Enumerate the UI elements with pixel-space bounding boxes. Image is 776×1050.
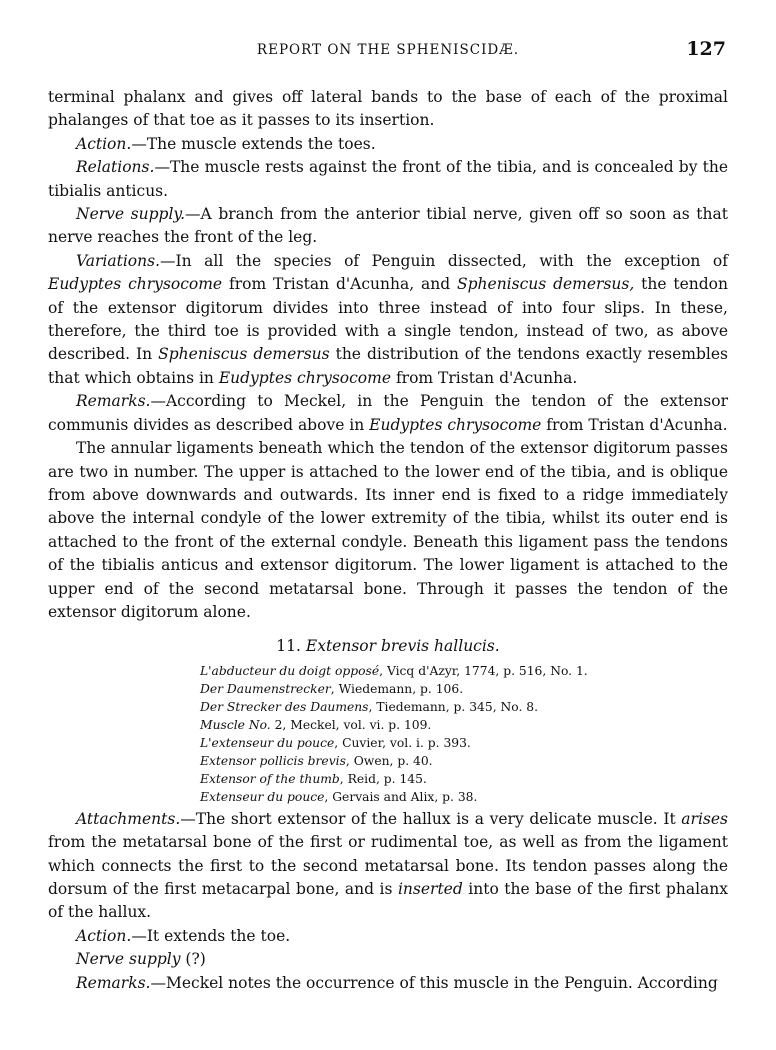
text-run: the distribution of the tendons exactly resembles that which obtains in	[48, 345, 728, 387]
italic-run: Relations.	[76, 158, 155, 177]
italic-run: Spheniscus demersus,	[457, 275, 635, 294]
italic-run: Variations.	[76, 251, 161, 270]
section-number: 11.	[276, 637, 301, 656]
text-run: into the base of the first phalanx of the hallux.	[48, 879, 728, 922]
italic-run: Remarks.	[76, 392, 151, 411]
reference-name: Extenseur du pouce	[200, 789, 325, 804]
paragraph	[48, 925, 728, 948]
body-text	[48, 86, 728, 995]
text-run: —The muscle extends the toes.	[131, 134, 376, 153]
italic-run: Eudyptes chrysocome	[369, 415, 542, 434]
text-run: from the metatarsal bone of the first or rudimental toe, as well as from the ligament which connects the first to the second metatarsal bone. Its tendon passes along the dorsum of the first metacarpal bone, and is	[48, 833, 728, 898]
paragraphs-before	[48, 86, 728, 624]
page	[48, 0, 728, 1050]
reference-citation: , Tiedemann, p. 345, No. 8.	[368, 699, 539, 714]
text-run: from Tristan d'Acunha, and	[222, 275, 457, 294]
italic-run: Eudyptes chrysocome	[218, 368, 392, 387]
reference-name: Der Strecker des Daumens	[200, 699, 369, 714]
paragraph	[48, 86, 728, 133]
section-title: Extensor brevis hallucis.	[305, 637, 500, 656]
reference-citation: , Reid, p. 145.	[339, 771, 427, 786]
italic-run: Nerve supply	[76, 950, 181, 969]
reference-citation: , Wiedemann, p. 106.	[330, 681, 464, 696]
italic-run: Action.	[76, 134, 132, 153]
paragraph	[48, 437, 728, 624]
page-header	[48, 38, 728, 68]
text-run: terminal phalanx and gives off lateral bands to the base of each of the proximal phalanges of that toe as it passes to its insertion.	[48, 88, 728, 130]
text-run: —According to Meckel, in the Penguin the tendon of the extensor communis divides as described above in	[48, 392, 728, 434]
text-run: (?)	[180, 950, 206, 969]
italic-run: arises	[681, 809, 728, 828]
running-head: REPORT ON THE SPHENISCIDÆ.	[256, 42, 520, 58]
paragraph	[48, 203, 728, 250]
text-run: from Tristan d'Acunha.	[391, 368, 578, 387]
reference-citation: , Cuvier, vol. i. p. 393.	[334, 735, 471, 750]
text-run: the tendon of the extensor digitorum divides into three instead of into four slips. In these, therefore, the third toe is provided with a single tendon, instead of two, as above described. In	[48, 275, 728, 364]
reference-entry	[200, 752, 728, 770]
text-run: The annular ligaments beneath which the tendon of the extensor digitorum passes are two in number. The upper is attached to the lower end of the tibia, and is oblique from above downwards and outwards. Its inner end is fixed to a ridge immediately above the internal condyle of the lower extremity of the tibia, whilst its outer end is attached to the front of the external condyle. Beneath this ligament pass the tendons of the tibialis anticus and extensor digitorum. The lower ligament is attached to the upper end of the second metatarsal bone. Through it passes the tendon of the extensor digitorum alone.	[48, 439, 728, 621]
reference-entry	[200, 788, 728, 806]
text-run: —The muscle rests against the front of the tibia, and is concealed by the tibialis anticus.	[48, 158, 728, 200]
reference-entry	[200, 734, 728, 752]
reference-citation: , Vicq d'Azyr, 1774, p. 516, No. 1.	[379, 663, 588, 678]
reference-name: Der Daumenstrecker	[200, 681, 331, 696]
text-run: —It extends the toe.	[131, 926, 291, 945]
reference-name: Muscle No.	[200, 717, 271, 732]
text-run: —A branch from the anterior tibial nerve, given off so soon as that nerve reaches the front of the leg.	[48, 205, 728, 247]
reference-citation: , Owen, p. 40.	[345, 753, 433, 768]
reference-name: L'extenseur du pouce	[200, 735, 335, 750]
page-number: 127	[686, 38, 726, 60]
text-run: —In all the species of Penguin dissected, with the exception of	[160, 251, 728, 270]
text-run: —Meckel notes the occurrence of this muscle in the Penguin. According	[150, 973, 718, 992]
paragraph	[48, 156, 728, 203]
italic-run: Spheniscus demersus	[158, 345, 330, 364]
reference-entry	[200, 716, 728, 734]
paragraph	[48, 948, 728, 971]
reference-name: L'abducteur du doigt opposé	[200, 663, 380, 678]
paragraph	[48, 390, 728, 437]
italic-run: inserted	[397, 879, 463, 898]
synonymy-list	[200, 662, 728, 806]
reference-entry	[200, 662, 728, 680]
paragraph	[48, 972, 728, 995]
italic-run: Nerve supply.	[76, 205, 186, 224]
text-run: from Tristan d'Acunha.	[541, 415, 728, 434]
reference-name: Extensor of the thumb	[200, 771, 340, 786]
reference-entry	[200, 770, 728, 788]
reference-name: Extensor pollicis brevis	[200, 753, 346, 768]
reference-citation: , Gervais and Alix, p. 38.	[324, 789, 478, 804]
text-run: —The short extensor of the hallux is a very delicate muscle. It	[180, 809, 682, 828]
italic-run: Action.	[76, 926, 132, 945]
italic-run: Remarks.	[76, 973, 151, 992]
reference-entry	[200, 680, 728, 698]
section-heading	[48, 635, 728, 658]
reference-entry	[200, 698, 728, 716]
paragraph	[48, 133, 728, 156]
italic-run: Attachments.	[76, 809, 181, 828]
paragraphs-after	[48, 808, 728, 995]
reference-citation: 2, Meckel, vol. vi. p. 109.	[270, 717, 432, 732]
italic-run: Eudyptes chrysocome	[48, 275, 223, 294]
paragraph	[48, 808, 728, 925]
paragraph	[48, 250, 728, 390]
